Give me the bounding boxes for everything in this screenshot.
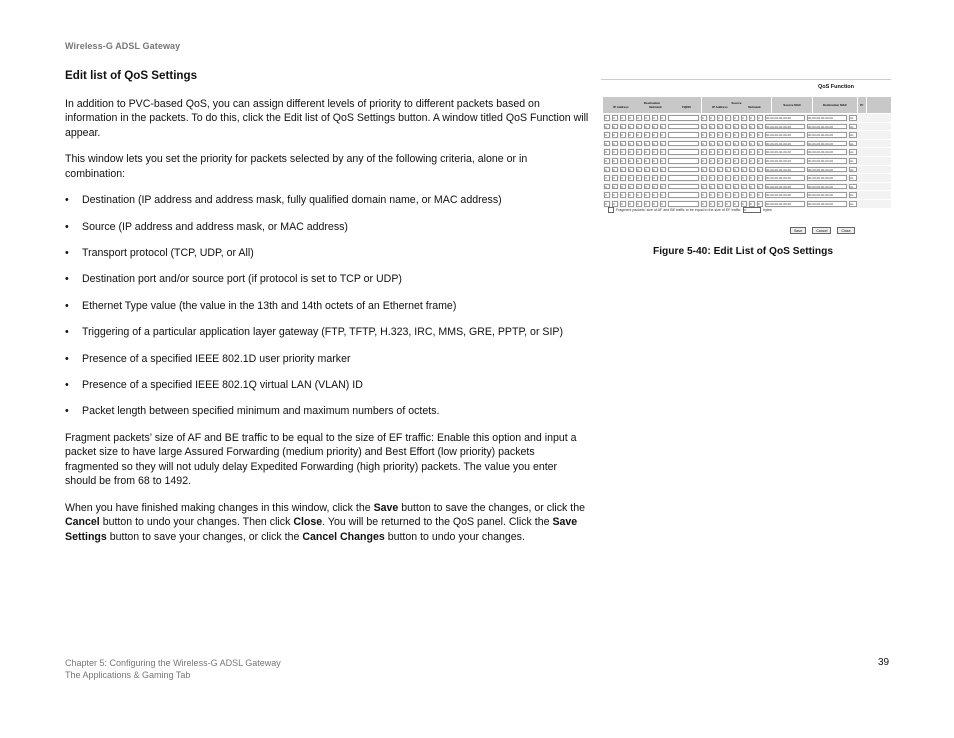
octet-field[interactable]: 0 <box>636 115 642 121</box>
octet-field[interactable]: 0 <box>644 132 650 138</box>
fqdn-field[interactable] <box>668 132 699 138</box>
octet-field[interactable]: 0 <box>701 184 707 190</box>
octet-field[interactable]: 0 <box>636 158 642 164</box>
octet-field[interactable]: 0 <box>757 167 763 173</box>
octet-field[interactable]: 0 <box>628 141 634 147</box>
table-row <box>603 123 891 132</box>
qos-table <box>603 97 891 209</box>
octet-field[interactable]: 0 <box>701 158 707 164</box>
octet-field[interactable]: 0 <box>612 149 618 155</box>
octet-field[interactable]: 0 <box>741 167 747 173</box>
octet-field[interactable]: 0 <box>652 124 658 130</box>
octet-field[interactable]: 0 <box>660 184 666 190</box>
qos-window-title: QoS Function <box>817 84 855 90</box>
protocol-field[interactable]: AL <box>849 132 857 138</box>
octet-field[interactable]: 0 <box>709 167 715 173</box>
octet-field[interactable]: 0 <box>620 192 626 198</box>
protocol-field[interactable]: AL <box>849 149 857 155</box>
octet-field[interactable]: 0 <box>733 175 739 181</box>
octet-field[interactable]: 0 <box>741 115 747 121</box>
fqdn-field[interactable] <box>668 124 699 130</box>
octet-field[interactable]: 0 <box>709 192 715 198</box>
mac-field[interactable]: 00-00-00-00-00-00 <box>807 141 847 147</box>
table-row <box>603 183 891 192</box>
octet-field[interactable]: 0 <box>725 201 731 207</box>
protocol-field[interactable]: AL <box>849 201 857 207</box>
criteria-list <box>65 193 589 419</box>
fragment-label: Fragment packets' size of AF and BE traffic to be equal to the size of EF traffic: <box>616 208 742 212</box>
mac-field[interactable]: 00-00-00-00-00-00 <box>807 175 847 181</box>
octet-field[interactable]: 0 <box>741 149 747 155</box>
list-item: • Triggering of a particular application layer gateway (FTP, TFTP, H.323, IRC, MMS, GRE, PPTP, or SIP) <box>65 325 589 340</box>
octet-field[interactable]: 0 <box>741 201 747 207</box>
octet-field[interactable]: 0 <box>757 149 763 155</box>
octet-field[interactable]: 0 <box>749 132 755 138</box>
fqdn-field[interactable] <box>668 175 699 181</box>
protocol-field[interactable]: AL <box>849 124 857 130</box>
destination-mac-header: Destination MAC <box>813 97 857 113</box>
octet-field[interactable]: 0 <box>733 115 739 121</box>
octet-field[interactable]: 0 <box>644 192 650 198</box>
protocol-field[interactable]: AL <box>849 158 857 164</box>
protocol-header: Pr <box>858 97 868 113</box>
fqdn-field[interactable] <box>668 141 699 147</box>
table-row <box>603 191 891 200</box>
octet-field[interactable]: 0 <box>725 192 731 198</box>
octet-field[interactable]: 0 <box>701 132 707 138</box>
octet-field[interactable]: 0 <box>628 175 634 181</box>
octet-field[interactable]: 0 <box>701 141 707 147</box>
mac-field[interactable]: 00-00-00-00-00-00 <box>765 184 805 190</box>
octet-field[interactable]: 0 <box>733 167 739 173</box>
qos-table-header <box>603 97 891 113</box>
octet-field[interactable]: 0 <box>717 192 723 198</box>
octet-field[interactable]: 0 <box>628 192 634 198</box>
octet-field[interactable]: 0 <box>733 201 739 207</box>
close-button[interactable]: Close <box>837 227 854 234</box>
mac-field[interactable]: 00-00-00-00-00-00 <box>765 149 805 155</box>
qos-buttons <box>790 227 855 234</box>
mac-field[interactable]: 00-00-00-00-00-00 <box>807 192 847 198</box>
octet-field[interactable]: 0 <box>733 192 739 198</box>
footer-section: The Applications & Gaming Tab <box>65 670 191 680</box>
octet-field[interactable]: 0 <box>604 124 610 130</box>
octet-field[interactable]: 0 <box>628 167 634 173</box>
octet-field[interactable]: 0 <box>701 175 707 181</box>
octet-field[interactable]: 0 <box>604 201 610 207</box>
octet-field[interactable]: 0 <box>604 184 610 190</box>
octet-field[interactable]: 0 <box>612 158 618 164</box>
octet-field[interactable]: 0 <box>733 124 739 130</box>
fqdn-field[interactable] <box>668 149 699 155</box>
octet-field[interactable]: 0 <box>725 132 731 138</box>
octet-field[interactable]: 0 <box>644 115 650 121</box>
octet-field[interactable]: 0 <box>717 175 723 181</box>
octet-field[interactable]: 0 <box>660 201 666 207</box>
octet-field[interactable]: 0 <box>757 158 763 164</box>
octet-field[interactable]: 0 <box>628 115 634 121</box>
octet-field[interactable]: 0 <box>612 175 618 181</box>
octet-field[interactable]: 0 <box>717 184 723 190</box>
list-item: • Transport protocol (TCP, UDP, or All) <box>65 246 589 261</box>
running-header: Wireless-G ADSL Gateway <box>65 41 181 51</box>
list-item: • Packet length between specified minimum and maximum numbers of octets. <box>65 404 589 419</box>
octet-field[interactable]: 0 <box>620 201 626 207</box>
octet-field[interactable]: 0 <box>644 201 650 207</box>
intro-paragraph: In addition to PVC-based QoS, you can assign different levels of priority to different packets based on information in the packets. To do this, click the Edit list of QoS Settings button. A window titled QoS Function will appear. <box>65 97 589 139</box>
octet-field[interactable]: 0 <box>717 158 723 164</box>
footer-chapter: Chapter 5: Configuring the Wireless-G ADSL Gateway <box>65 658 281 668</box>
octet-field[interactable]: 0 <box>652 175 658 181</box>
octet-field[interactable]: 0 <box>612 132 618 138</box>
octet-field[interactable]: 0 <box>741 141 747 147</box>
octet-field[interactable]: 0 <box>717 149 723 155</box>
octet-field[interactable]: 0 <box>620 149 626 155</box>
octet-field[interactable]: 0 <box>620 132 626 138</box>
octet-field[interactable]: 0 <box>652 141 658 147</box>
octet-field[interactable]: 0 <box>749 115 755 121</box>
octet-field[interactable]: 0 <box>604 141 610 147</box>
mac-field[interactable]: 00-00-00-00-00-00 <box>765 158 805 164</box>
list-item: • Destination port and/or source port (if protocol is set to TCP or UDP) <box>65 272 589 287</box>
main-content <box>65 69 589 556</box>
octet-field[interactable]: 0 <box>620 175 626 181</box>
mac-field[interactable]: 00-00-00-00-00-00 <box>765 115 805 121</box>
octet-field[interactable]: 0 <box>652 158 658 164</box>
octet-field[interactable]: 0 <box>749 141 755 147</box>
save-button[interactable]: Save <box>790 227 806 234</box>
octet-field[interactable]: 0 <box>725 149 731 155</box>
octet-field[interactable]: 0 <box>749 184 755 190</box>
octet-field[interactable]: 0 <box>636 132 642 138</box>
octet-field[interactable]: 0 <box>644 149 650 155</box>
octet-field[interactable]: 0 <box>636 192 642 198</box>
mac-field[interactable]: 00-00-00-00-00-00 <box>765 141 805 147</box>
octet-field[interactable]: 0 <box>717 201 723 207</box>
octet-field[interactable]: 0 <box>709 124 715 130</box>
fragment-size-input[interactable]: 0 <box>743 207 761 213</box>
octet-field[interactable]: 0 <box>612 124 618 130</box>
octet-field[interactable]: 0 <box>660 175 666 181</box>
octet-field[interactable]: 0 <box>636 184 642 190</box>
fragment-option <box>608 207 772 213</box>
octet-field[interactable]: 0 <box>612 141 618 147</box>
mac-field[interactable]: 00-00-00-00-00-00 <box>765 132 805 138</box>
fragment-checkbox[interactable] <box>608 207 614 213</box>
octet-field[interactable]: 0 <box>604 175 610 181</box>
octet-field[interactable]: 0 <box>636 201 642 207</box>
octet-field[interactable]: 0 <box>636 149 642 155</box>
octet-field[interactable]: 0 <box>709 201 715 207</box>
octet-field[interactable]: 0 <box>733 132 739 138</box>
octet-field[interactable]: 0 <box>652 201 658 207</box>
fqdn-field[interactable] <box>668 184 699 190</box>
octet-field[interactable]: 0 <box>604 158 610 164</box>
table-row <box>603 148 891 157</box>
octet-field[interactable]: 0 <box>636 124 642 130</box>
mac-field[interactable]: 00-00-00-00-00-00 <box>807 201 847 207</box>
section-title: Edit list of QoS Settings <box>65 69 198 82</box>
octet-field[interactable]: 0 <box>709 184 715 190</box>
table-row <box>603 140 891 149</box>
octet-field[interactable]: 0 <box>757 192 763 198</box>
octet-field[interactable]: 0 <box>741 175 747 181</box>
mac-field[interactable]: 00-00-00-00-00-00 <box>765 201 805 207</box>
cancel-button[interactable]: Cancel <box>812 227 831 234</box>
list-item: • Ethernet Type value (the value in the 13th and 14th octets of an Ethernet frame) <box>65 299 589 314</box>
octet-field[interactable]: 0 <box>733 149 739 155</box>
protocol-field[interactable]: AL <box>849 192 857 198</box>
octet-field[interactable]: 0 <box>733 184 739 190</box>
octet-field[interactable]: 0 <box>660 141 666 147</box>
octet-field[interactable]: 0 <box>644 141 650 147</box>
octet-field[interactable]: 0 <box>620 158 626 164</box>
octet-field[interactable]: 0 <box>628 158 634 164</box>
protocol-field[interactable]: AL <box>849 184 857 190</box>
octet-field[interactable]: 0 <box>620 184 626 190</box>
octet-field[interactable]: 0 <box>701 124 707 130</box>
octet-field[interactable]: 0 <box>644 158 650 164</box>
octet-field[interactable]: 0 <box>644 175 650 181</box>
octet-field[interactable]: 0 <box>612 167 618 173</box>
protocol-field[interactable]: AL <box>849 167 857 173</box>
mac-field[interactable]: 00-00-00-00-00-00 <box>765 175 805 181</box>
table-row <box>603 157 891 166</box>
octet-field[interactable]: 0 <box>652 167 658 173</box>
mac-field[interactable]: 00-00-00-00-00-00 <box>807 184 847 190</box>
octet-field[interactable]: 0 <box>733 158 739 164</box>
instructions-paragraph: When you have finished making changes in this window, click the Save button to save the changes, or click the Cancel button to undo your changes. Then click Close. You will be returned to the QoS panel. Click the Save Settings button to save your changes, or click the Cancel Changes button to undo your changes. <box>65 501 586 544</box>
octet-field[interactable]: 0 <box>757 184 763 190</box>
fragment-unit: bytes <box>763 208 772 212</box>
octet-field[interactable]: 0 <box>660 115 666 121</box>
octet-field[interactable]: 0 <box>749 175 755 181</box>
octet-field[interactable]: 0 <box>620 167 626 173</box>
octet-field[interactable]: 0 <box>741 184 747 190</box>
octet-field[interactable]: 0 <box>717 167 723 173</box>
octet-field[interactable]: 0 <box>644 124 650 130</box>
octet-field[interactable]: 0 <box>701 192 707 198</box>
table-row <box>603 114 891 123</box>
octet-field[interactable]: 0 <box>741 124 747 130</box>
footer <box>65 657 281 681</box>
octet-field[interactable]: 0 <box>709 175 715 181</box>
mac-field[interactable]: 00-00-00-00-00-00 <box>807 158 847 164</box>
qos-rows <box>603 114 891 209</box>
table-row <box>603 174 891 183</box>
table-row <box>603 166 891 175</box>
octet-field[interactable]: 0 <box>709 132 715 138</box>
octet-field[interactable]: 0 <box>612 201 618 207</box>
octet-field[interactable]: 0 <box>757 141 763 147</box>
octet-field[interactable]: 0 <box>652 149 658 155</box>
protocol-field[interactable]: AL <box>849 115 857 121</box>
fqdn-field[interactable] <box>668 167 699 173</box>
octet-field[interactable]: 0 <box>741 158 747 164</box>
octet-field[interactable]: 0 <box>733 141 739 147</box>
octet-field[interactable]: 0 <box>644 167 650 173</box>
octet-field[interactable]: 0 <box>709 141 715 147</box>
octet-field[interactable]: 0 <box>749 124 755 130</box>
octet-field[interactable]: 0 <box>701 115 707 121</box>
page-number: 39 <box>878 657 890 668</box>
octet-field[interactable]: 0 <box>717 141 723 147</box>
mac-field[interactable]: 00-00-00-00-00-00 <box>807 132 847 138</box>
octet-field[interactable]: 0 <box>620 124 626 130</box>
octet-field[interactable]: 0 <box>628 201 634 207</box>
table-row <box>603 131 891 140</box>
mac-field[interactable]: 00-00-00-00-00-00 <box>807 115 847 121</box>
octet-field[interactable]: 0 <box>709 149 715 155</box>
octet-field[interactable]: 0 <box>652 132 658 138</box>
octet-field[interactable]: 0 <box>636 141 642 147</box>
octet-field[interactable]: 0 <box>652 192 658 198</box>
octet-field[interactable]: 0 <box>620 115 626 121</box>
octet-field[interactable]: 0 <box>725 124 731 130</box>
fqdn-field[interactable] <box>668 201 699 207</box>
octet-field[interactable]: 0 <box>757 132 763 138</box>
source-group-header: Source IP Address Netmask <box>702 97 772 113</box>
octet-field[interactable]: 0 <box>660 192 666 198</box>
fragment-paragraph: Fragment packets’ size of AF and BE traffic to be equal to the size of EF traffic: Enable this option and input a packet size to have large Assured Forwarding (medium priority) and Best Effort (low priority) packets fragmented so they will not uduly delay Expedited Forwarding (high priority) packets. The value you enter should be from 68 to 1492. <box>65 431 577 488</box>
octet-field[interactable]: 0 <box>725 141 731 147</box>
destination-group-header: Destination IP Address Netmask FQDN <box>603 97 702 113</box>
octet-field[interactable]: 0 <box>612 115 618 121</box>
octet-field[interactable]: 0 <box>749 149 755 155</box>
octet-field[interactable]: 0 <box>644 184 650 190</box>
protocol-field[interactable]: AL <box>849 175 857 181</box>
octet-field[interactable]: 0 <box>757 115 763 121</box>
octet-field[interactable]: 0 <box>660 124 666 130</box>
octet-field[interactable]: 0 <box>628 149 634 155</box>
list-item: • Source (IP address and address mask, or MAC address) <box>65 220 589 235</box>
octet-field[interactable]: 0 <box>757 201 763 207</box>
fqdn-field[interactable] <box>668 158 699 164</box>
octet-field[interactable]: 0 <box>660 132 666 138</box>
mac-field[interactable]: 00-00-00-00-00-00 <box>807 149 847 155</box>
octet-field[interactable]: 0 <box>757 175 763 181</box>
octet-field[interactable]: 0 <box>604 132 610 138</box>
figure-caption: Figure 5-40: Edit List of QoS Settings <box>653 246 833 257</box>
fqdn-field[interactable] <box>668 192 699 198</box>
octet-field[interactable]: 0 <box>725 167 731 173</box>
octet-field[interactable]: 0 <box>749 192 755 198</box>
octet-field[interactable]: 0 <box>604 167 610 173</box>
octet-field[interactable]: 0 <box>636 175 642 181</box>
octet-field[interactable]: 0 <box>701 201 707 207</box>
octet-field[interactable]: 0 <box>701 149 707 155</box>
octet-field[interactable]: 0 <box>660 158 666 164</box>
list-item: • Destination (IP address and address mask, fully qualified domain name, or MAC address) <box>65 193 589 208</box>
criteria-intro-paragraph: This window lets you set the priority for packets selected by any of the following criteria, alone or in combination: <box>65 153 528 180</box>
octet-field[interactable]: 0 <box>604 149 610 155</box>
mac-field[interactable]: 00-00-00-00-00-00 <box>807 124 847 130</box>
fqdn-field[interactable] <box>668 115 699 121</box>
octet-field[interactable]: 0 <box>749 158 755 164</box>
octet-field[interactable]: 0 <box>749 201 755 207</box>
octet-field[interactable]: 0 <box>620 141 626 147</box>
octet-field[interactable]: 0 <box>652 184 658 190</box>
octet-field[interactable]: 0 <box>725 184 731 190</box>
octet-field[interactable]: 0 <box>741 192 747 198</box>
octet-field[interactable]: 0 <box>717 115 723 121</box>
octet-field[interactable]: 0 <box>628 124 634 130</box>
octet-field[interactable]: 0 <box>709 158 715 164</box>
mac-field[interactable]: 00-00-00-00-00-00 <box>765 167 805 173</box>
octet-field[interactable]: 0 <box>701 167 707 173</box>
octet-field[interactable]: 0 <box>725 175 731 181</box>
mac-field[interactable]: 00-00-00-00-00-00 <box>765 124 805 130</box>
source-mac-header: Source MAC <box>772 97 813 113</box>
octet-field[interactable]: 0 <box>628 184 634 190</box>
list-item: • Presence of a specified IEEE 802.1Q virtual LAN (VLAN) ID <box>65 378 589 393</box>
mac-field[interactable]: 00-00-00-00-00-00 <box>765 192 805 198</box>
octet-field[interactable]: 0 <box>636 167 642 173</box>
octet-field[interactable]: 0 <box>749 167 755 173</box>
list-item: • Presence of a specified IEEE 802.1D user priority marker <box>65 352 589 367</box>
octet-field[interactable]: 0 <box>717 132 723 138</box>
octet-field[interactable]: 0 <box>604 115 610 121</box>
octet-field[interactable]: 0 <box>604 192 610 198</box>
octet-field[interactable]: 0 <box>660 167 666 173</box>
octet-field[interactable]: 0 <box>652 115 658 121</box>
octet-field[interactable]: 0 <box>725 158 731 164</box>
octet-field[interactable]: 0 <box>757 124 763 130</box>
mac-field[interactable]: 00-00-00-00-00-00 <box>807 167 847 173</box>
octet-field[interactable]: 0 <box>717 124 723 130</box>
octet-field[interactable]: 0 <box>612 184 618 190</box>
octet-field[interactable]: 0 <box>741 132 747 138</box>
octet-field[interactable]: 0 <box>628 132 634 138</box>
octet-field[interactable]: 0 <box>660 149 666 155</box>
protocol-field[interactable]: AL <box>849 141 857 147</box>
octet-field[interactable]: 0 <box>709 115 715 121</box>
qos-function-screenshot <box>601 79 891 235</box>
octet-field[interactable]: 0 <box>725 115 731 121</box>
octet-field[interactable]: 0 <box>612 192 618 198</box>
